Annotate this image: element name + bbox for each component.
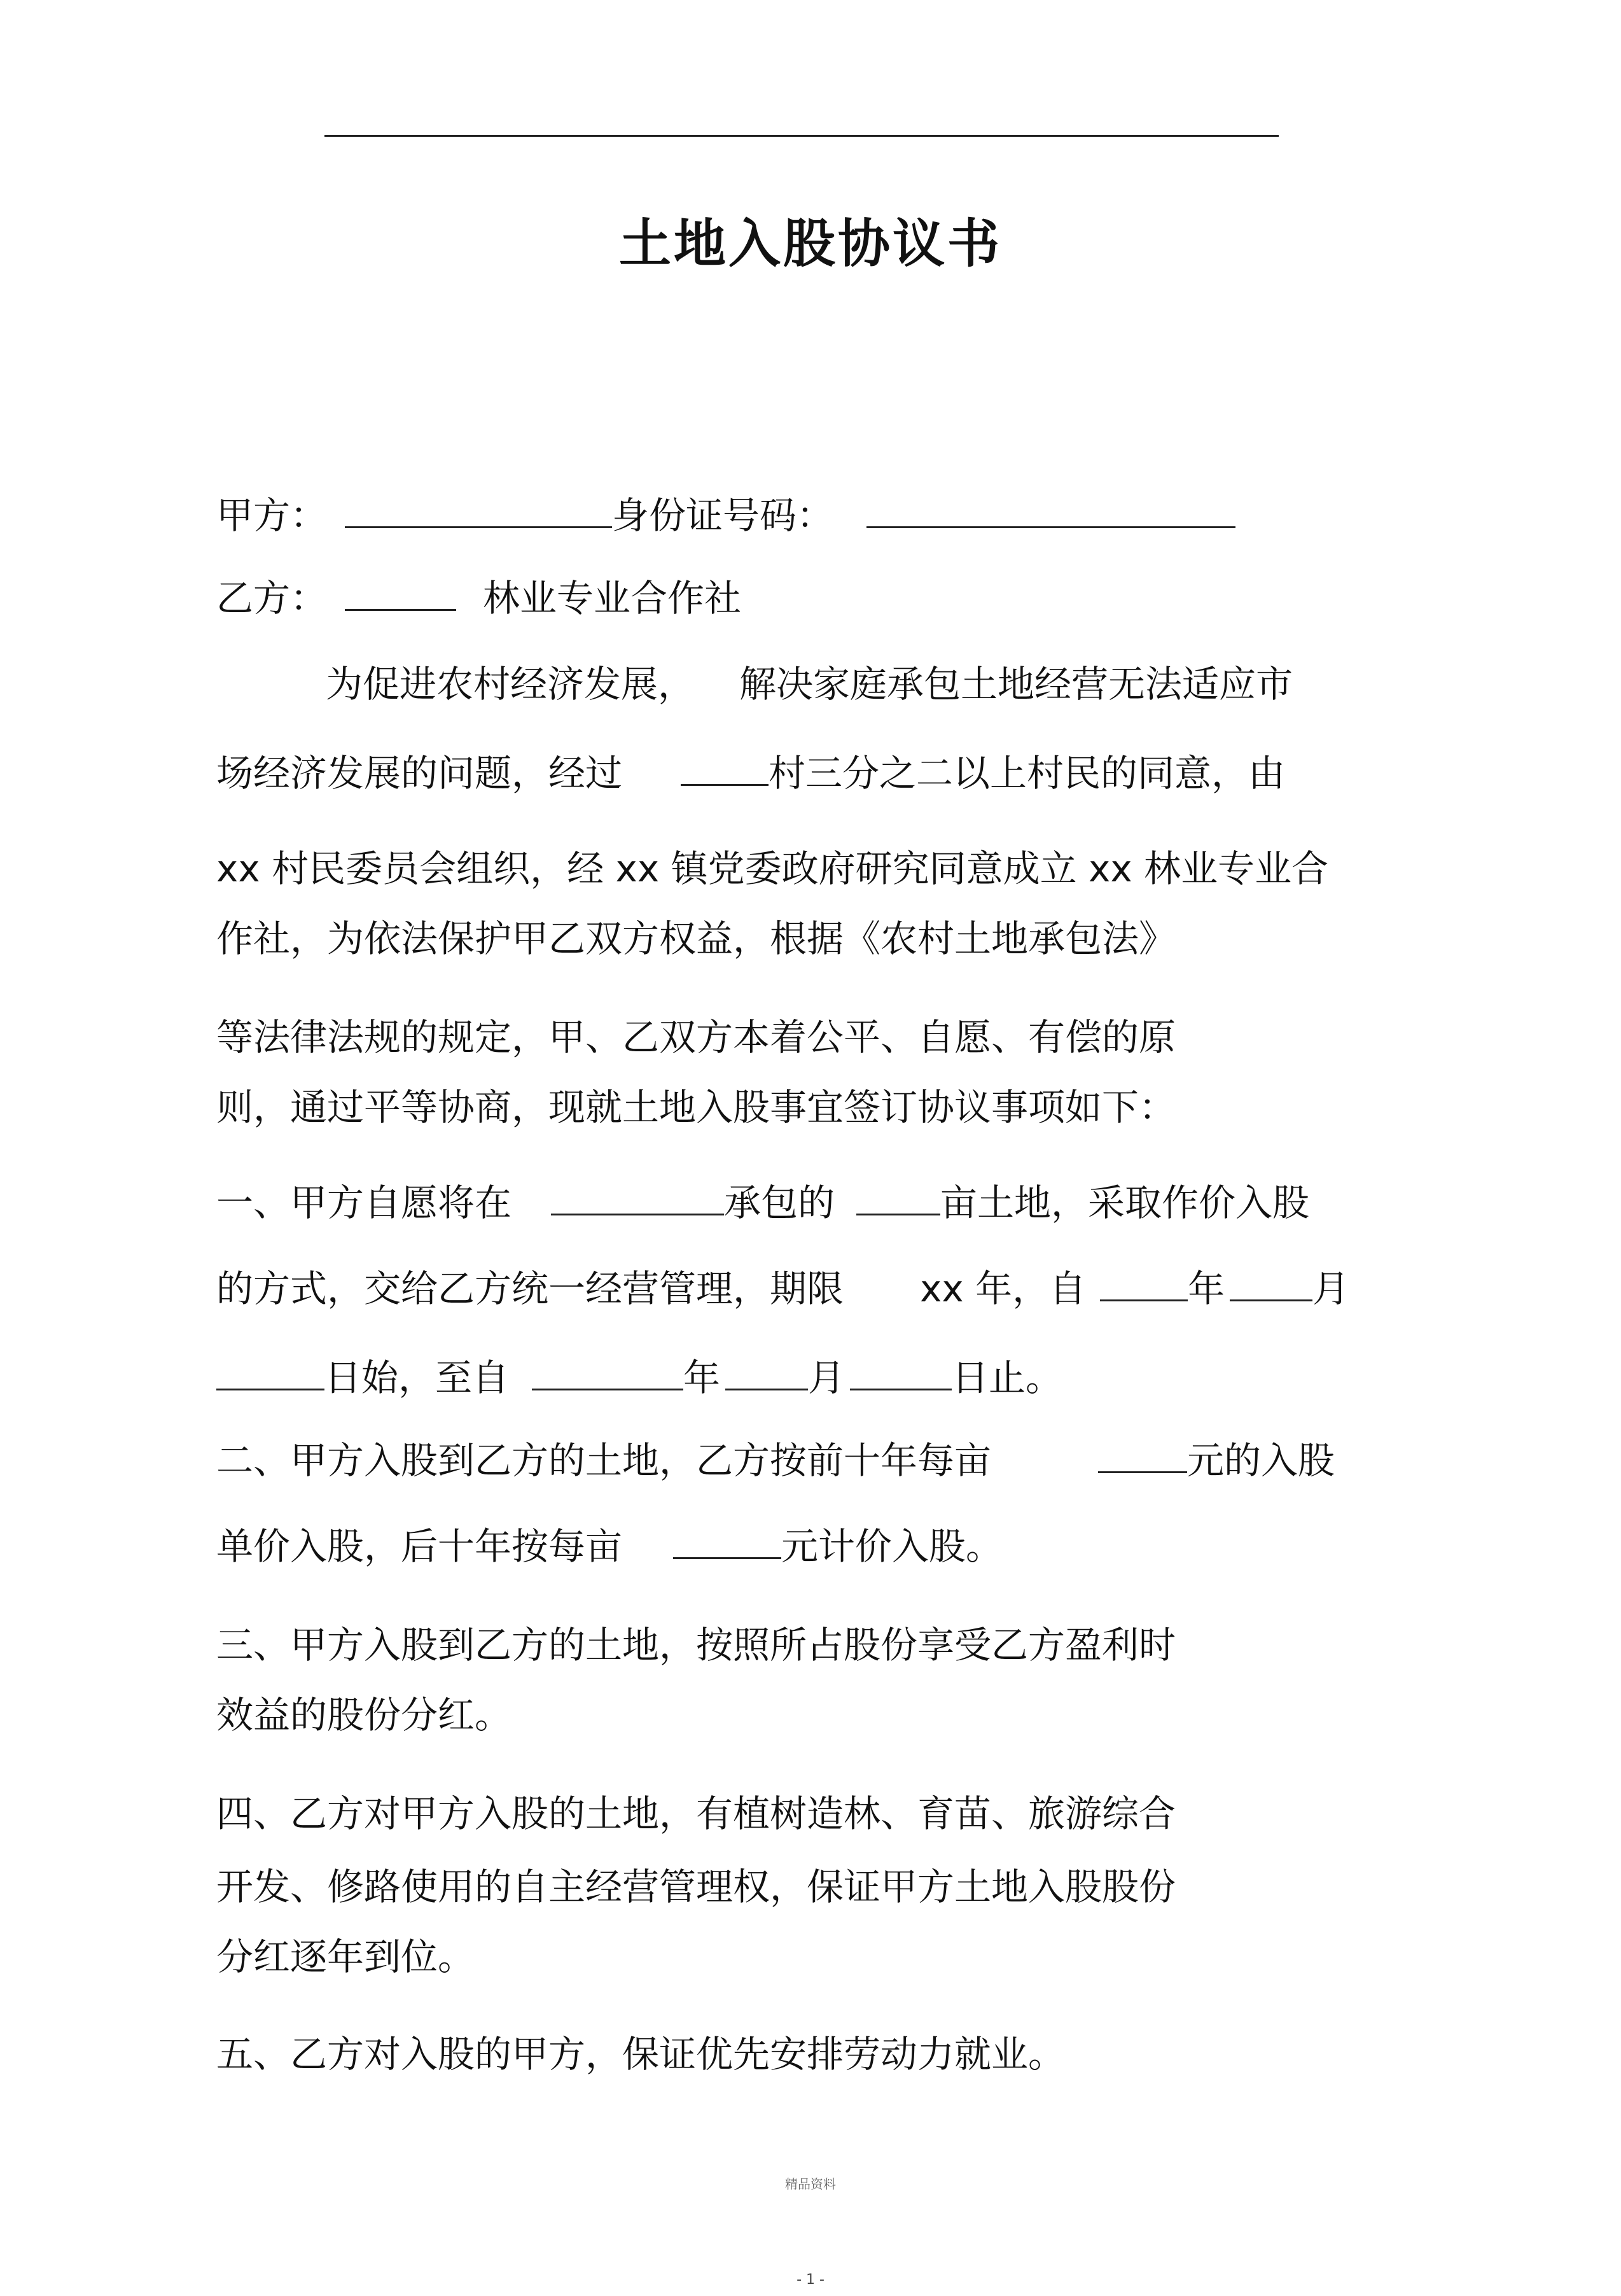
header-rule xyxy=(324,135,1279,137)
first-decade-price-blank xyxy=(1098,1436,1187,1473)
clause-4-line-2: 开发、修路使用的自主经营管理权，保证甲方土地入股股份 xyxy=(216,1865,1176,1908)
party-b-line xyxy=(216,573,741,624)
document-title: 土地入股协议书 xyxy=(618,214,1002,274)
start-day-blank xyxy=(216,1353,324,1390)
text-segment: 场经济发展的问题，经过 xyxy=(216,752,623,795)
paragraph-line-3 xyxy=(326,659,1293,710)
clause-1-line-3 xyxy=(216,1352,1062,1403)
text-segment: 日始，至自 xyxy=(324,1356,510,1399)
start-year-blank xyxy=(1100,1264,1188,1301)
text-segment: 元计价入股。 xyxy=(781,1525,1003,1568)
text-segment: 亩土地，采取作价入股 xyxy=(940,1181,1310,1224)
clause-4-line-1: 四、乙方对甲方入股的土地，有植树造林、育苗、旅游综合 xyxy=(216,1792,1176,1835)
party-a-name-blank xyxy=(345,491,612,528)
text-segment: 为促进农村经济发展， xyxy=(326,662,695,706)
end-day-blank xyxy=(850,1353,952,1390)
id-number-label: 身份证号码： xyxy=(612,494,834,537)
text-segment: 村三分之二以上村民的同意，由 xyxy=(769,752,1286,795)
paragraph-line-4 xyxy=(216,748,1285,799)
text-segment: 承包的 xyxy=(724,1181,835,1224)
id-number-blank xyxy=(866,491,1235,528)
end-year-blank xyxy=(532,1353,683,1390)
location-blank xyxy=(551,1178,724,1215)
text-segment: 年 xyxy=(1188,1267,1225,1310)
clause-2-line-2 xyxy=(216,1521,1003,1572)
party-b-label: 乙方： xyxy=(216,577,328,620)
text-segment: 年 xyxy=(683,1356,721,1399)
clause-5-line-1: 五、乙方对入股的甲方，保证优先安排劳动力就业。 xyxy=(216,2033,1066,2076)
party-a-line xyxy=(216,490,1235,541)
party-b-blank xyxy=(345,573,456,611)
party-b-org: 林业专业合作社 xyxy=(483,577,742,620)
text-segment: 元的入股 xyxy=(1187,1439,1335,1482)
paragraph-line-5: xx 村民委员会组织，经 xx 镇党委政府研究同意成立 xx 林业专业合 xyxy=(216,847,1329,890)
text-segment: 月 xyxy=(1312,1267,1350,1310)
acreage-blank xyxy=(856,1178,940,1215)
text-segment: 一、甲方自愿将在 xyxy=(216,1181,512,1224)
text-segment: xx 年，自 xyxy=(920,1267,1087,1310)
paragraph-line-6: 作社，为依法保护甲乙双方权益，根据《农村土地承包法》 xyxy=(216,917,1176,960)
second-decade-price-blank xyxy=(673,1522,781,1559)
paragraph-line-8: 则，通过平等协商，现就土地入股事宜签订协议事项如下： xyxy=(216,1086,1176,1129)
clause-1-line-1 xyxy=(216,1177,1309,1228)
clause-4-line-3: 分红逐年到位。 xyxy=(216,1935,475,1978)
text-segment: 的方式，交给乙方统一经营管理，期限 xyxy=(216,1267,844,1310)
footer-watermark-text: 精品资料 xyxy=(785,2176,836,2192)
end-month-blank xyxy=(725,1353,808,1390)
text-segment: 月 xyxy=(808,1356,845,1399)
text-segment: 二、甲方入股到乙方的土地，乙方按前十年每亩 xyxy=(216,1439,992,1482)
clause-3-line-2: 效益的股份分红。 xyxy=(216,1693,512,1737)
text-segment: 日止。 xyxy=(952,1356,1063,1399)
clause-1-line-2 xyxy=(216,1263,1349,1314)
text-segment: 单价入股，后十年按每亩 xyxy=(216,1525,623,1568)
party-a-label: 甲方： xyxy=(216,494,328,537)
page-number: - 1 - xyxy=(797,2272,824,2288)
text-segment: 解决家庭承包土地经营无法适应市 xyxy=(739,662,1293,706)
clause-3-line-1: 三、甲方入股到乙方的土地，按照所占股份享受乙方盈利时 xyxy=(216,1623,1176,1667)
start-month-blank xyxy=(1230,1264,1312,1301)
paragraph-line-7: 等法律法规的规定，甲、乙双方本着公平、自愿、有偿的原 xyxy=(216,1016,1176,1059)
clause-2-line-1 xyxy=(216,1435,1335,1486)
village-blank xyxy=(681,748,769,786)
